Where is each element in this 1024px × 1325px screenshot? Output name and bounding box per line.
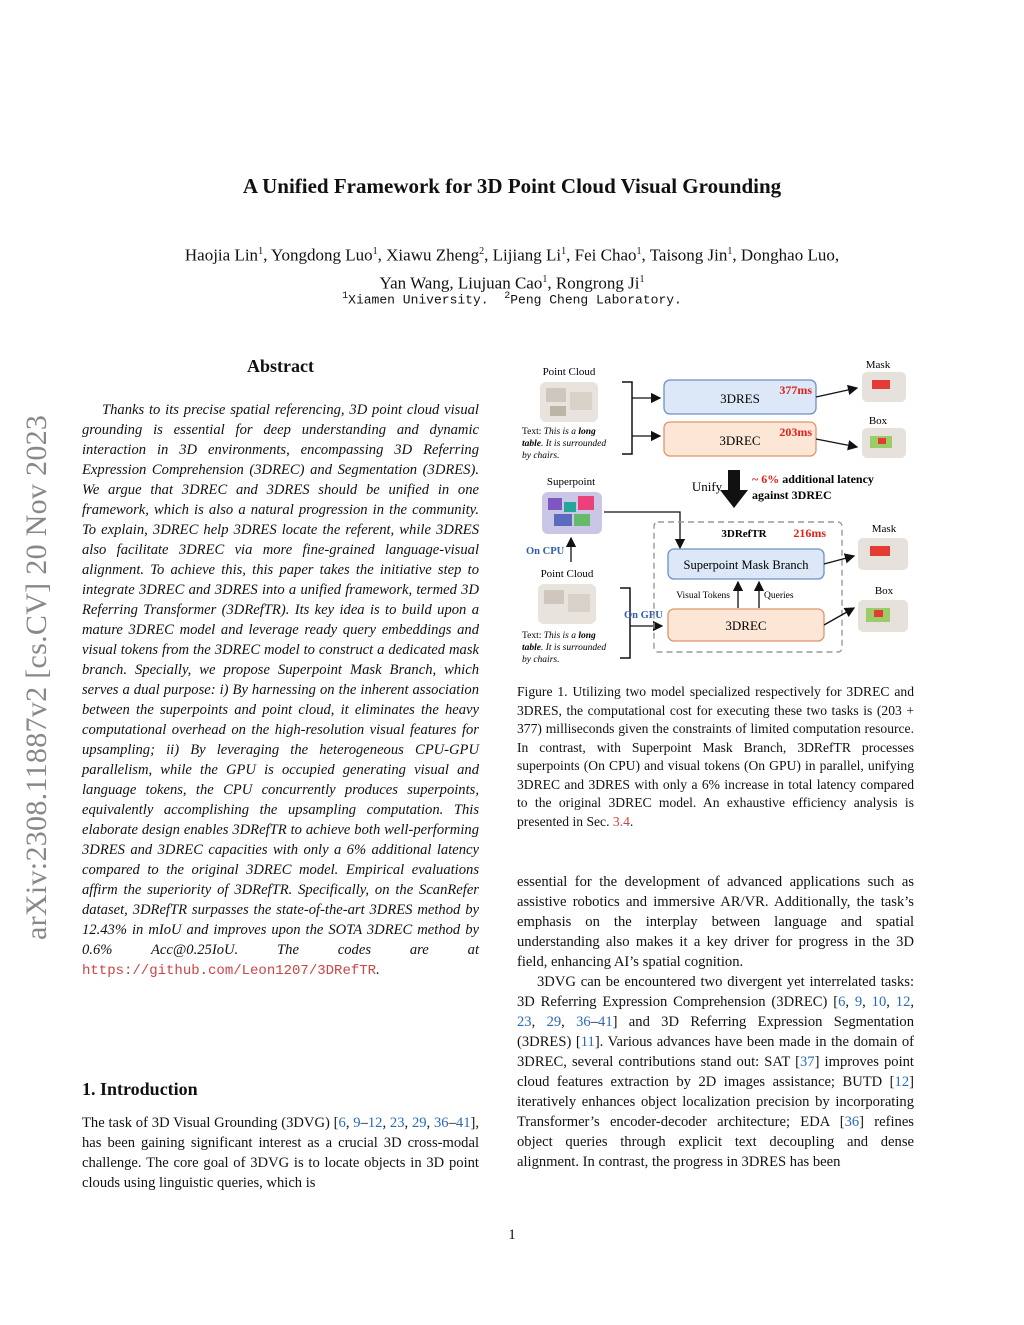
- citation[interactable]: 36: [434, 1115, 449, 1131]
- author-name: Xiawu Zheng: [386, 245, 480, 265]
- citation[interactable]: 9: [353, 1115, 361, 1131]
- box-label-bottom: Box: [874, 585, 894, 597]
- mask-label-top: Mask: [865, 359, 891, 371]
- author-affiliation-marker: 1: [258, 246, 264, 257]
- citation[interactable]: 9: [854, 994, 863, 1010]
- affiliation-1: Xiamen University.: [348, 292, 489, 308]
- mask-label-bottom: Mask: [871, 523, 897, 535]
- author-name: Yan Wang: [379, 273, 450, 293]
- author-name: Taisong Jin: [649, 245, 728, 265]
- drec-label-top: 3DREC: [719, 433, 761, 448]
- intro-text: The task of 3D Visual Grounding (3DVG) [: [82, 1115, 339, 1131]
- arrow-to-mask-bottom: [824, 556, 854, 564]
- point-cloud-thumbnail-bottom: [538, 584, 596, 624]
- author-affiliation-marker: 1: [639, 273, 645, 285]
- affiliation-1-marker: 1: [342, 291, 349, 302]
- dres-label: 3DRES: [720, 391, 760, 406]
- citation[interactable]: 36: [576, 1014, 591, 1030]
- author-affiliation-marker: 1: [727, 246, 733, 257]
- arrow-to-box-bottom: [824, 608, 854, 625]
- reftr-label: 3DRefTR: [721, 528, 767, 540]
- author-affiliation-marker: 2: [479, 246, 485, 257]
- affiliation-2-marker: 2: [504, 291, 511, 302]
- figure-caption-end: .: [629, 813, 634, 829]
- citation[interactable]: 12: [894, 1074, 910, 1090]
- point-cloud-label: Point Cloud: [542, 366, 596, 378]
- text-query-bottom-3: by chairs.: [522, 655, 560, 665]
- citation[interactable]: 6: [838, 994, 846, 1010]
- paragraph-text: ] improves point cloud features extraction by 2D images assistance; BUTD [: [517, 1054, 914, 1090]
- paragraph: 3DVG can be encountered two divergent yet interrelated tasks: 3D Referring Expression Comprehension (3DREC) [6, 9, 10, 12, 23, 29, 36–41] and 3D Referring Expression Segmentation (3DRES) [11]. Various advances have been made in the domain of 3DREC, several contributions stand out: SAT [37] improves point cloud features extraction by 2D images assistance; BUTD [12] iteratively enhances object localization precision by incorporating Transformer’s encoder-decoder architecture; EDA [36] refines object queries through explicit text decoupling and dense alignment. In contrast, the progress in 3DRES has been: [517, 974, 915, 1170]
- citation[interactable]: 12: [895, 994, 911, 1010]
- author-name: Donghao Luo: [740, 245, 835, 265]
- citation[interactable]: 23: [517, 1014, 532, 1030]
- point-cloud-label-bottom: Point Cloud: [540, 568, 594, 580]
- author-affiliation-marker: 1: [636, 246, 642, 257]
- on-gpu-tag: On GPU: [624, 610, 663, 621]
- citation[interactable]: 41: [455, 1115, 471, 1131]
- citation[interactable]: 37: [799, 1054, 815, 1070]
- unify-label: Unify: [691, 479, 723, 494]
- latency-3dres: 377ms: [779, 383, 812, 397]
- citation[interactable]: 11: [580, 1034, 595, 1050]
- intro-heading: 1. Introduction: [82, 1079, 198, 1099]
- author-name: Lijiang Li: [492, 245, 562, 265]
- citation[interactable]: 6: [338, 1115, 346, 1131]
- author-line-1: Haojia Lin$^1$, Yongdong Luo$^1$, Xiawu Zheng$^2$, Lijiang Li$^1$, Fei Chao$^1$, Taisong Jin$^1$, Donghao Luo,: [184, 245, 840, 265]
- visual-tokens-label: Visual Tokens: [676, 591, 730, 601]
- citation[interactable]: 29: [411, 1115, 427, 1131]
- author-affiliation-marker: 1: [372, 246, 378, 257]
- author-line-2: Yan Wang, Liujuan Cao$^1$, Rongrong Ji$^1$: [379, 273, 645, 293]
- citation[interactable]: 23: [389, 1115, 405, 1131]
- abstract-end: .: [376, 962, 380, 978]
- author-name: Liujuan Cao: [457, 273, 543, 293]
- box-thumbnail-top: [862, 428, 906, 458]
- paragraph-text: ] and 3D Referring Expression Segmentation (3DRES) [: [517, 1014, 914, 1050]
- input-bracket-bottom: [620, 588, 630, 658]
- figure-caption: [517, 683, 914, 831]
- arrow-to-mask-top: [816, 388, 857, 397]
- citation[interactable]: 36: [844, 1114, 860, 1130]
- author-affiliation-marker: 1: [542, 273, 548, 285]
- citation[interactable]: 10: [871, 994, 887, 1010]
- additional-latency-note-2: against 3DREC: [752, 488, 832, 502]
- text-query-bottom: Text: This is a long: [522, 631, 596, 641]
- citation[interactable]: 12: [367, 1115, 383, 1131]
- input-bracket-top: [622, 382, 632, 454]
- arxiv-identifier: arXiv:2308.11887v2 [cs.CV] 20 Nov 2023: [20, 414, 53, 940]
- abstract-text: Thanks to its precise spatial referencing, 3D point cloud visual grounding is essential for deep understanding and dynamic interaction in 3D environments, encompassing 3D Referring Expression Comprehension (3DREC) and Segmentation (3DRES). We argue that 3DREC and 3DRES should be unified in one framework, which is also a natural progression in the community. To explain, 3DREC help 3DRES locate the referent, while 3DRES also facilitate 3DREC via more fine-grained language-visual alignment. To achieve this, this paper takes the initiative step to integrate 3DREC and 3DRES into a unified framework, termed 3D Referring Transformer (3DRefTR). Its key idea is to build upon a mature 3DREC model and leverage ready query embeddings and visual tokens from the 3DREC model to construct a dedicated mask branch. Specially, we propose Superpoint Mask Branch, which serves a dual purpose: i) By harnessing on the inherent association between the superpoints and point cloud, it eliminates the heavy computational overhead on the high-resolution visual features for upsampling; ii) By leveraging the heterogeneous CPU-GPU parallelism, while the GPU is occupied generating visual and language tokens, the CPU concurrently produces superpoints, equivalently accomplishing the upsampling computation. This elaborate design enables 3DRefTR to achieve both well-performing 3DRES and 3DREC capacities with only a 6% additional latency compared to the original 3DREC model. Empirical evaluations affirm the superiority of 3DRefTR. Specifically, on the ScanRefer dataset, 3DRefTR surpasses the state-of-the-art 3DRES method by 12.43% in mIoU and improves upon the SOTA 3DREC method by 0.6% Acc@0.25IoU. The codes are at: [82, 402, 479, 958]
- paper-title: A Unified Framework for 3D Point Cloud Visual Grounding: [242, 174, 782, 198]
- paragraph: essential for the development of advanced applications such as assistive robotics and immersive AR/VR. Additionally, the task’s emphasis on the interplay between language and spatial understanding also makes it a key driver for progress in the 3D field, enhancing AI’s spatial cognition.: [517, 874, 914, 970]
- author-name: Yongdong Luo: [270, 245, 373, 265]
- code-link[interactable]: https://github.com/Leon1207/3DRefTR: [82, 963, 377, 979]
- latency-3dreftr: 216ms: [793, 526, 826, 540]
- superpoint-thumbnail: [542, 492, 602, 534]
- intro-text: ], has been gaining significant interest as a crucial 3D cross-modal challenge. The core goal of 3DVG is to locate objects in 3D point clouds using linguistic queries, which is: [82, 1115, 479, 1191]
- text-query-top: Text: This is a long: [522, 427, 596, 437]
- arrow-to-box-top: [816, 439, 857, 447]
- author-name: Haojia Lin: [184, 245, 259, 265]
- citation[interactable]: 29: [546, 1014, 562, 1030]
- paragraph-text: ]. Various advances have been made in the domain of 3DREC, several contributions stand out: SAT [: [517, 1034, 914, 1070]
- intro-paragraph: The task of 3D Visual Grounding (3DVG) [6, 9–12, 23, 29, 36–41], has been gaining significant interest as a crucial 3D cross-modal challenge. The core goal of 3DVG is to locate objects in 3D point clouds using linguistic queries, which is: [82, 1115, 479, 1191]
- abstract-heading: Abstract: [247, 356, 314, 376]
- superpoint-mask-branch-label: Superpoint Mask Branch: [683, 558, 809, 572]
- drec-label-bottom: 3DREC: [725, 618, 767, 633]
- superpoint-label: Superpoint: [546, 476, 596, 488]
- text-query-top-3: by chairs.: [522, 451, 560, 461]
- unify-arrow: [720, 470, 748, 508]
- point-cloud-thumbnail-top: [540, 382, 598, 422]
- citation[interactable]: 41: [598, 1014, 613, 1030]
- arrow-superpoint-to-branch: [604, 512, 680, 548]
- paragraph-text: ] refines object queries through explicit text decoupling and dense alignment. In contrast, the progress in 3DRES has been: [517, 1114, 914, 1170]
- page-number: 1: [508, 1227, 516, 1243]
- affiliations: [0, 291, 1024, 307]
- queries-label: Queries: [764, 591, 794, 601]
- paragraph-text: 3DVG can be encountered two divergent yet interrelated tasks: 3D Referring Expression Comprehension (3DREC) [: [517, 974, 914, 1010]
- author-affiliation-marker: 1: [561, 246, 567, 257]
- paragraph-text: ] iteratively enhances object localization precision by incorporating Transformer’s encoder-decoder architecture; EDA [: [517, 1074, 914, 1130]
- text-query-top-2: table. It is surrounded: [522, 439, 607, 449]
- mask-thumbnail-top: [862, 372, 906, 402]
- additional-latency-note: ~ 6% additional latency: [752, 472, 874, 486]
- affiliation-2: Peng Cheng Laboratory.: [510, 292, 682, 308]
- latency-3drec: 203ms: [779, 425, 812, 439]
- text-query-bottom-2: table. It is surrounded: [522, 643, 607, 653]
- author-name: Rongrong Ji: [555, 273, 640, 293]
- box-label-top: Box: [868, 415, 888, 427]
- abstract-body: [82, 400, 479, 981]
- author-list: [80, 240, 944, 295]
- box-thumbnail-bottom: [858, 600, 908, 632]
- mask-thumbnail-bottom: [858, 538, 908, 570]
- figure-caption-text: Figure 1. Utilizing two model specialized respectively for 3DREC and 3DRES, the computational cost for executing these two tasks is (203 + 377) milliseconds given the constraints of limited computation resource. In contrast, with Superpoint Mask Branch, 3DRefTR processes superpoints (On CPU) and visual tokens (On GPU) in parallel, unifying 3DREC and 3DRES with only a 6% increase in total latency compared to the original 3DREC model. An exhaustive efficiency analysis is presented in Sec.: [517, 684, 914, 829]
- section-reference[interactable]: 3.4: [612, 813, 630, 829]
- on-cpu-tag: On CPU: [526, 546, 565, 557]
- author-name: Fei Chao: [574, 245, 637, 265]
- figure-1: [512, 352, 912, 672]
- right-column-text: [517, 872, 914, 1172]
